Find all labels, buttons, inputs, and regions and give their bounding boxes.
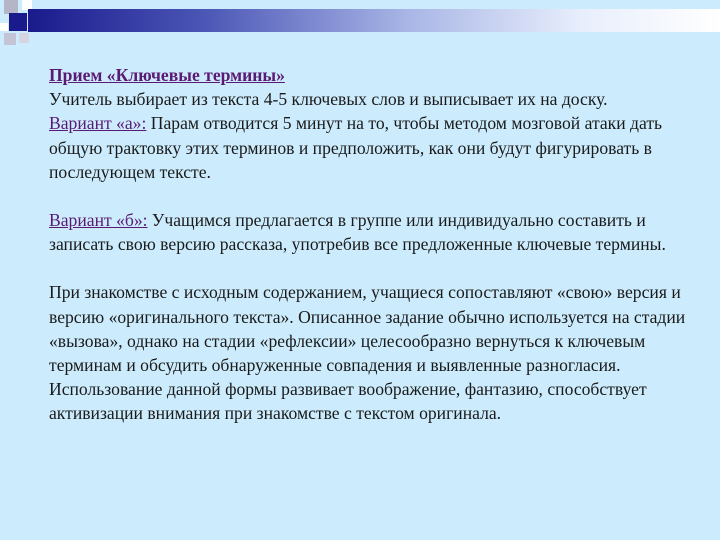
slide-content <box>49 63 709 426</box>
slide-title: Прием «Ключевые термины» <box>49 65 285 85</box>
variant-b-paragraph <box>49 208 709 256</box>
deco-square-navy <box>9 13 27 31</box>
variant-a-label: Вариант «а»: <box>49 113 147 134</box>
intro-paragraph <box>49 87 709 111</box>
spacer <box>49 184 709 208</box>
variant-a-text: Парам отводится 5 минут на то, чтобы методом мозговой атаки дать общую трактовку этих терминов и предположить, как они будут фигурировать в последующем тексте. <box>49 113 663 182</box>
conclusion-paragraph: При знакомстве с исходным содержанием, учащиеся сопоставляют «свою» версия и версию «оригинального текста». Описанное задание обычно используется на стадии «вызова», однако на стадии «рефлексии» целесообразно вернуться к ключевым терминам и обсудить обнаруженные совпадения и выявленные разногласия. Использование данной формы развивает воображение, фантазию, способствует активизации внимания при знакомстве с текстом оригинала. <box>49 282 686 424</box>
deco-square-white-2 <box>0 23 8 31</box>
variant-a-paragraph <box>49 111 709 184</box>
spacer <box>49 256 709 280</box>
header-gradient-bar <box>28 9 720 32</box>
variant-b-text: Учащимся предлагается в группе или индивидуально составить и записать свою версию рассказа, употребив все предложенные ключевые термины. <box>49 210 666 255</box>
deco-square-gray <box>4 0 18 14</box>
deco-square-gray-2 <box>4 33 16 45</box>
intro-text: Учитель выбирает из текста 4-5 ключевых слов и выписывает их на доску. <box>49 89 608 110</box>
deco-square-gray-3 <box>19 33 29 43</box>
variant-b-label: Вариант «б»: <box>49 210 148 231</box>
